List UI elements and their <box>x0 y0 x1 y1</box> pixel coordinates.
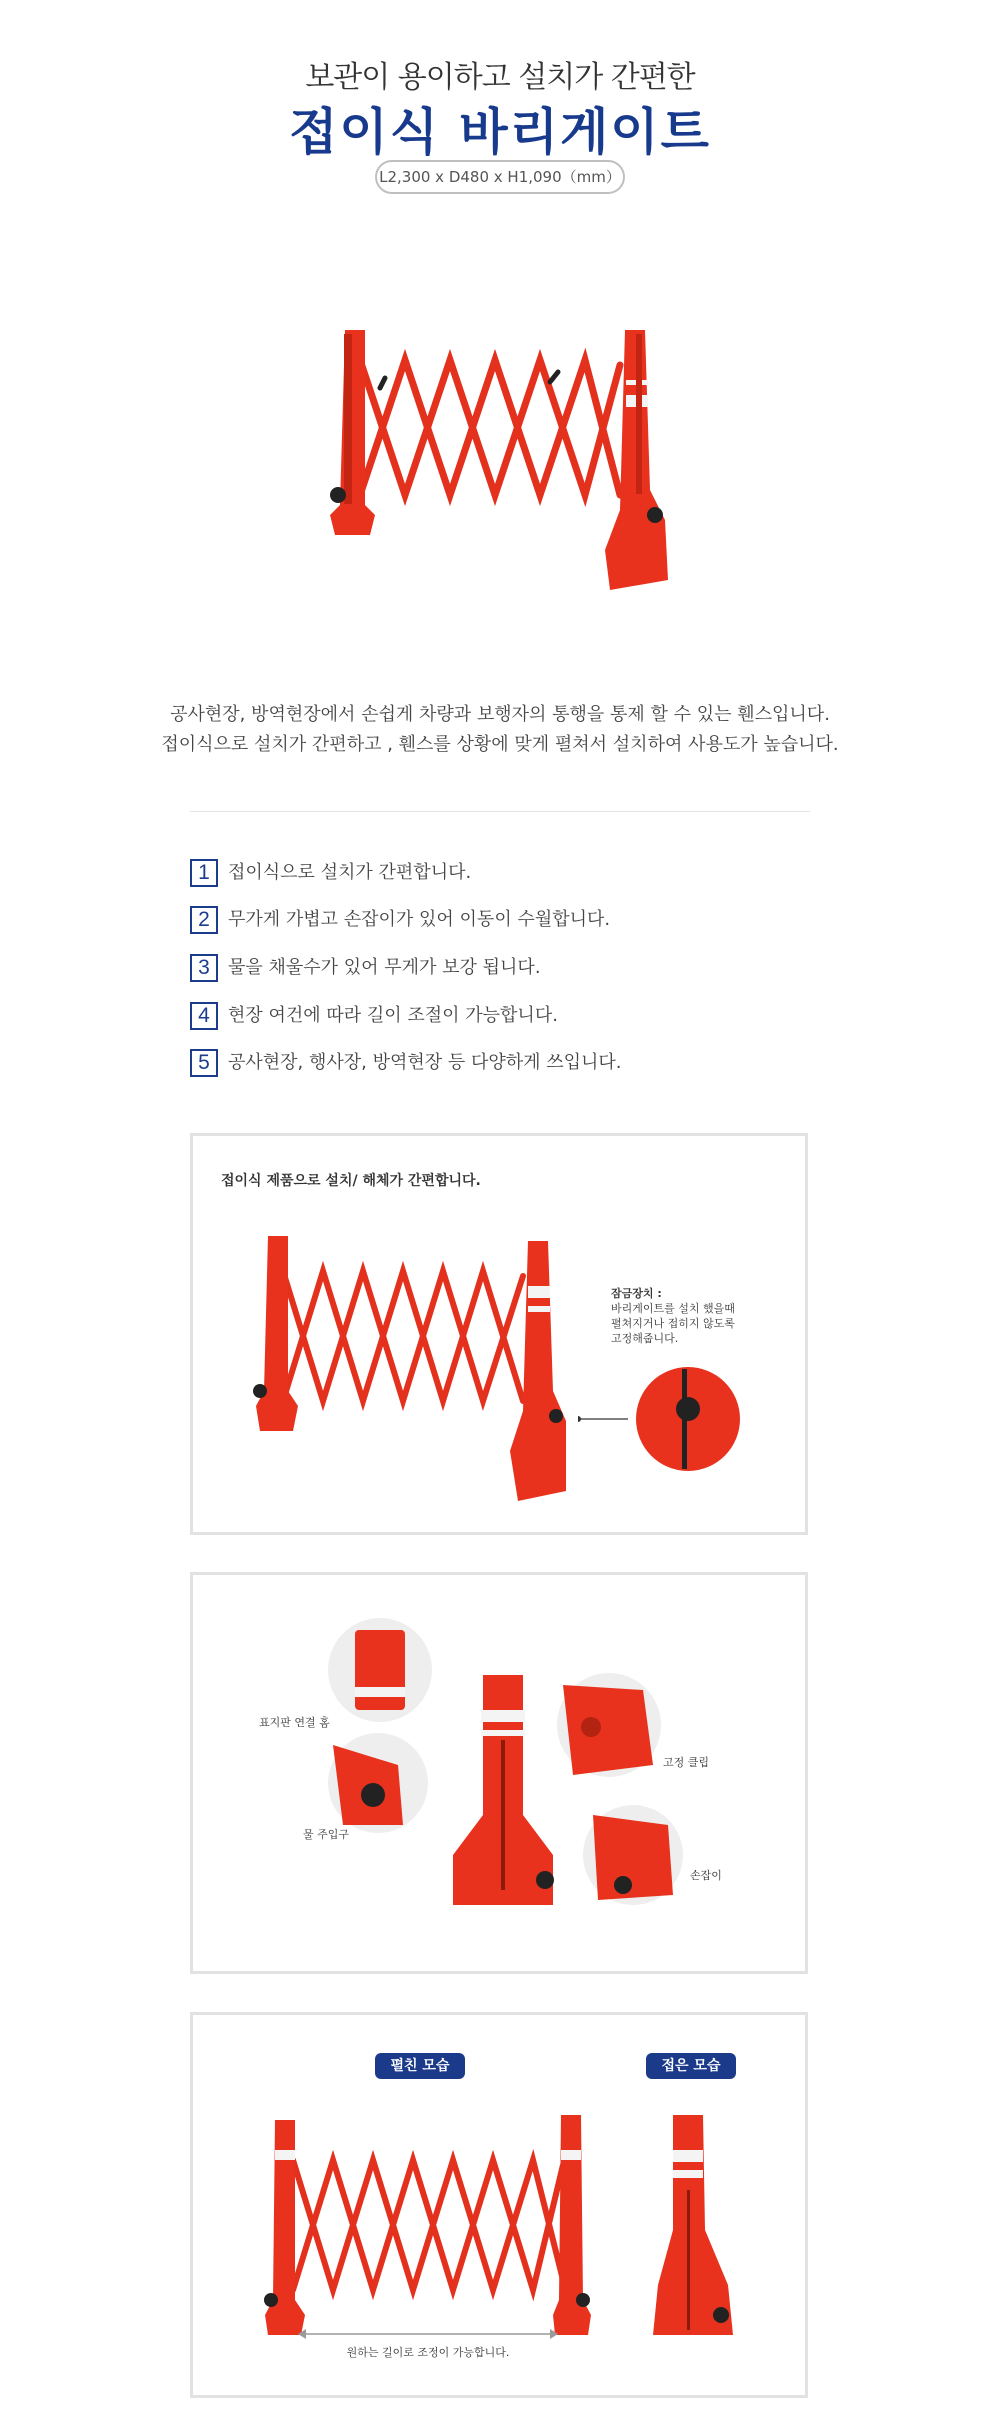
label-fixing-clip: 고정 클립 <box>663 1756 710 1769</box>
feature-number: 3 <box>190 954 218 982</box>
lock-desc-line: 펼쳐지거나 접히지 않도록 <box>611 1317 735 1330</box>
barrier-folded-view-image <box>643 2110 743 2340</box>
open-state-label: 펼친 모습 <box>375 2053 465 2079</box>
feature-number: 2 <box>190 906 218 934</box>
feature-text: 접이식으로 설치가 간편합니다. <box>228 862 472 883</box>
barrier-hero-image <box>320 320 680 620</box>
feature-number: 1 <box>190 859 218 887</box>
feature-number: 4 <box>190 1002 218 1030</box>
feature-text: 물을 채울수가 있어 무게가 보강 됩니다. <box>228 957 541 978</box>
intro-line-2: 접이식으로 설치가 간편하고 , 휀스를 상황에 맞게 펼쳐서 설치하여 사용도가 높습니다. <box>161 734 839 755</box>
lock-desc-line: 고정해줍니다. <box>611 1332 679 1345</box>
page-title: 접이식 바리게이트 <box>289 103 711 161</box>
feature-text: 현장 여건에 따라 길이 조절이 가능합니다. <box>228 1005 558 1026</box>
barrier-open-view-image <box>263 2110 593 2340</box>
barrier-components-image <box>323 1615 703 1935</box>
label-sign-groove: 표지판 연결 홈 <box>259 1716 330 1729</box>
length-arrow <box>298 2327 558 2341</box>
lock-title: 잠금장치 : <box>611 1287 662 1300</box>
open-folded-panel <box>190 2012 808 2398</box>
feature-text: 공사현장, 행사장, 방역현장 등 다양하게 쓰입니다. <box>228 1052 622 1073</box>
components-panel <box>190 1572 808 1974</box>
label-handle: 손잡이 <box>690 1869 722 1882</box>
divider <box>190 811 810 812</box>
install-caption: 접이식 제품으로 설치/ 해체가 간편합니다. <box>221 1173 481 1189</box>
dimensions-badge: L2,300 x D480 x H1,090（mm） <box>375 160 625 194</box>
length-adjust-note: 원하는 길이로 조정이 가능합니다. <box>346 2346 510 2359</box>
feature-number: 5 <box>190 1049 218 1077</box>
label-water-inlet: 물 주입구 <box>303 1828 350 1841</box>
intro-line-1: 공사현장, 방역현장에서 손쉽게 차량과 보행자의 통행을 통제 할 수 있는 휀스입니다. <box>170 704 830 725</box>
page-subtitle: 보관이 용이하고 설치가 간편한 <box>305 60 695 95</box>
feature-text: 무가게 가볍고 손잡이가 있어 이동이 수월합니다. <box>228 909 611 930</box>
lock-zoom-image <box>578 1364 768 1474</box>
folded-state-label: 접은 모습 <box>646 2053 736 2079</box>
barrier-open-image <box>248 1231 568 1511</box>
lock-desc-line: 바리게이트를 설치 했을때 <box>611 1302 735 1315</box>
install-detail-panel <box>190 1133 808 1535</box>
